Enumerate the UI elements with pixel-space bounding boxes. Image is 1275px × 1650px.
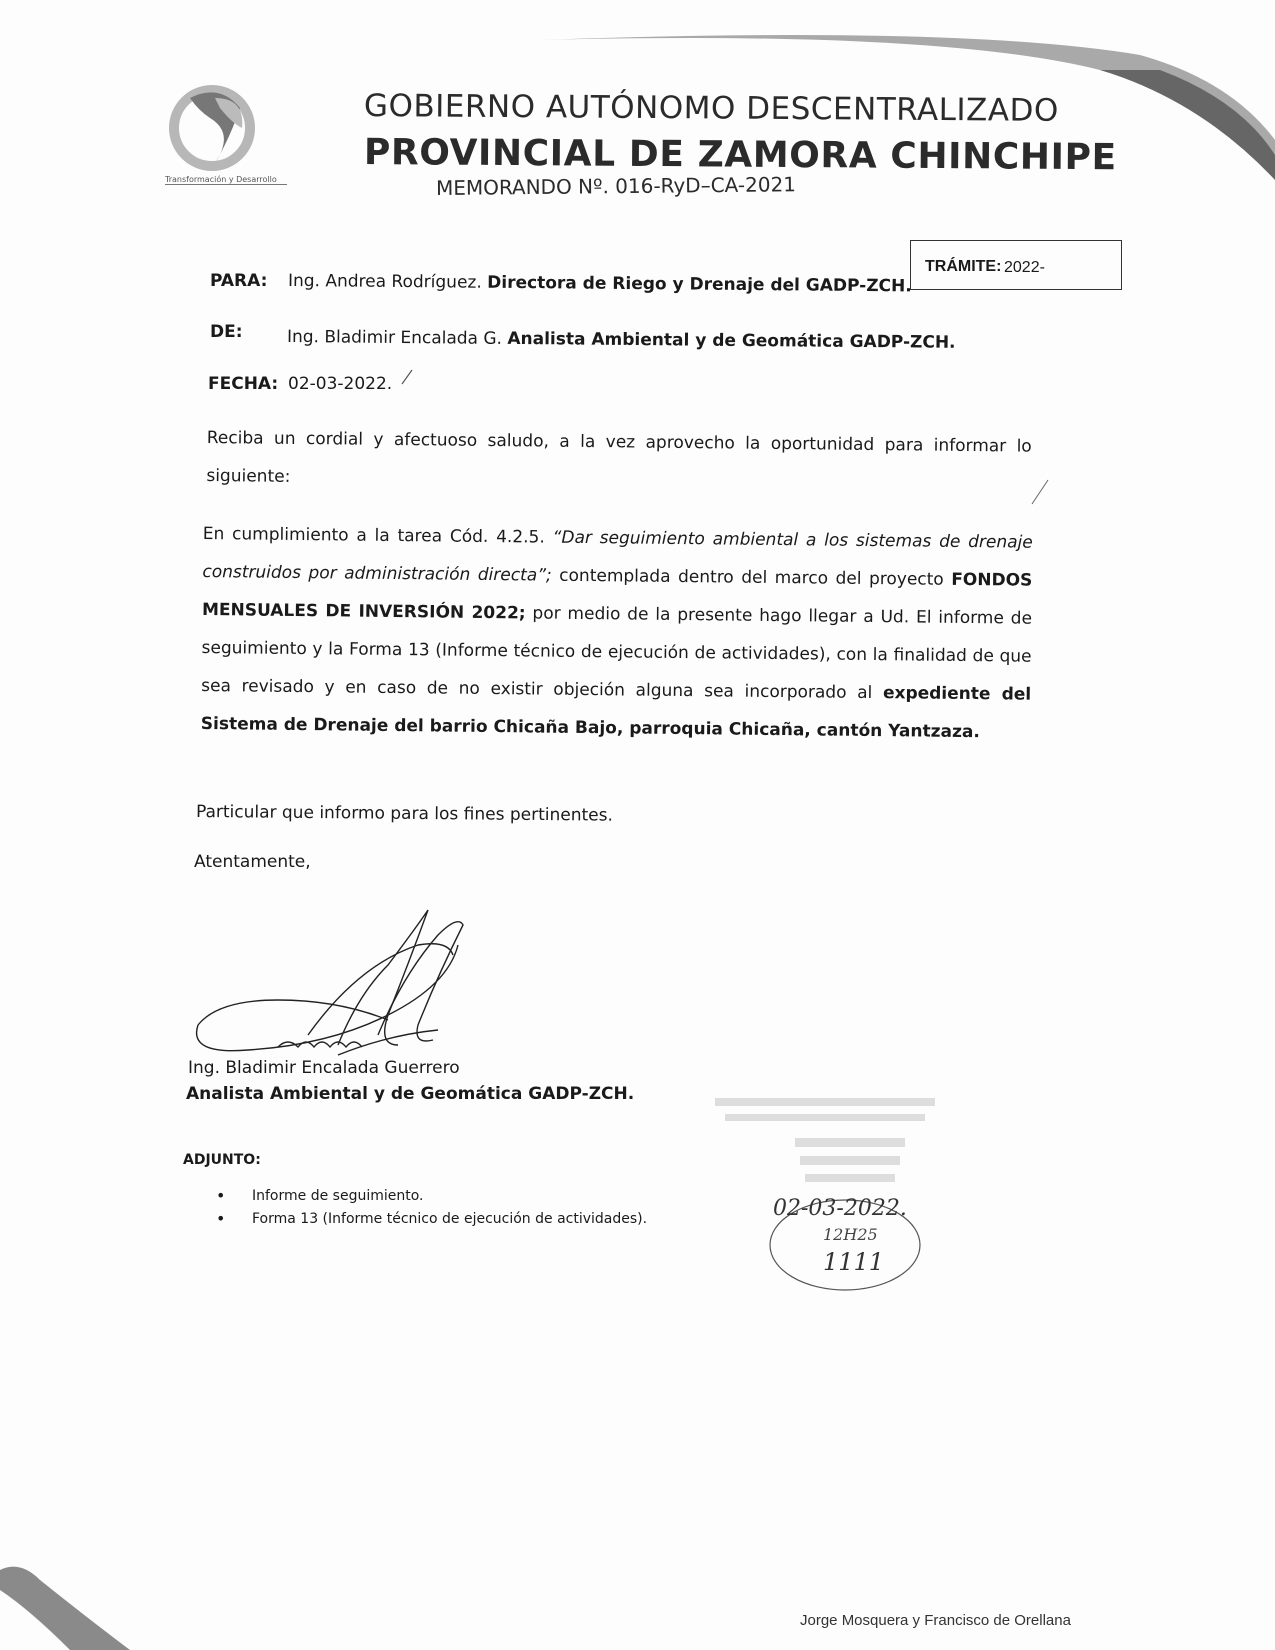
government-name-line2: PROVINCIAL DE ZAMORA CHINCHIPE [363,132,1117,179]
footer-address: Jorge Mosquera y Francisco de Orellana [800,1612,1071,1629]
logo-tagline: Transformación y Desarrollo [165,175,287,185]
attachments-list [216,1185,647,1231]
main-rest: por medio de la presente hago llegar a Ud. El informe de seguimiento y la Forma 13 (Informe técnico de ejecución de actividades), con la finalidad de que sea revisado y en caso de no existir objeción alguna sea incorporado al [201,603,1033,704]
stamp-handwritten-date: 02-03-2022. [773,1196,907,1221]
main-task-quote: “Dar seguimiento ambiental a los sistemas de drenaje construidos por administración directa”; [202,527,1033,586]
para-title: Directora de Riego y Drenaje del GADP-ZCH. [487,272,912,297]
reception-stamp [705,1090,965,1300]
signer-name: Ing. Bladimir Encalada Guerrero [188,1058,460,1078]
footer-swoosh-decoration [0,1540,140,1650]
fecha-value: 02-03-2022. [288,374,393,394]
de-title: Analista Ambiental y de Geomática GADP-ZCH. [507,328,956,353]
stamp-handwritten-ref: 1111 [823,1248,885,1276]
de-name: Ing. Bladimir Encalada G. [286,327,503,349]
stamp-handwritten-time: 12H25 [823,1225,878,1244]
main-mid: contemplada dentro del marco del proyecto [559,565,944,590]
pen-tick-mark [1030,478,1052,506]
handwritten-signature [188,905,508,1075]
fecha-label: FECHA: [208,374,279,394]
government-name-line1: GOBIERNO AUTÓNOMO DESCENTRALIZADO [363,88,1059,129]
para-recipient [288,271,912,296]
attachment-item: • Forma 13 (Informe técnico de ejecución de actividades). [216,1208,647,1231]
pen-tick-mark [398,368,418,388]
signer-title: Analista Ambiental y de Geomática GADP-ZCH. [186,1084,635,1104]
de-sender [287,327,956,353]
attachment-item: • Informe de seguimiento. [216,1185,647,1208]
greeting-paragraph: Reciba un cordial y afectuoso saludo, a la vez aprovecho la oportunidad para informar lo siguiente: [206,427,1032,487]
main-paragraph [201,515,1033,752]
main-intro: En cumplimiento a la tarea Cód. 4.2.5. [202,523,545,548]
de-label: DE: [210,322,243,342]
tramite-value: 2022- [1004,259,1045,276]
main-project: FONDOS MENSUALES DE INVERSIÓN 2022; [201,569,1033,624]
valediction: Atentamente, [194,852,311,872]
para-name: Ing. Andrea Rodríguez. [287,271,482,293]
gadp-logo [160,78,270,188]
tramite-label: TRÁMITE: [925,258,1002,275]
main-target: expediente del Sistema de Drenaje del barrio Chicaña Bajo, parroquia Chicaña, cantón Yantzaza. [200,683,1032,743]
para-label: PARA: [210,271,268,291]
closing-line: Particular que informo para los fines pertinentes. [195,802,614,826]
attachments-label: ADJUNTO: [183,1152,261,1168]
memo-number: MEMORANDO Nº. 016-RyD–CA-2021 [435,172,797,200]
